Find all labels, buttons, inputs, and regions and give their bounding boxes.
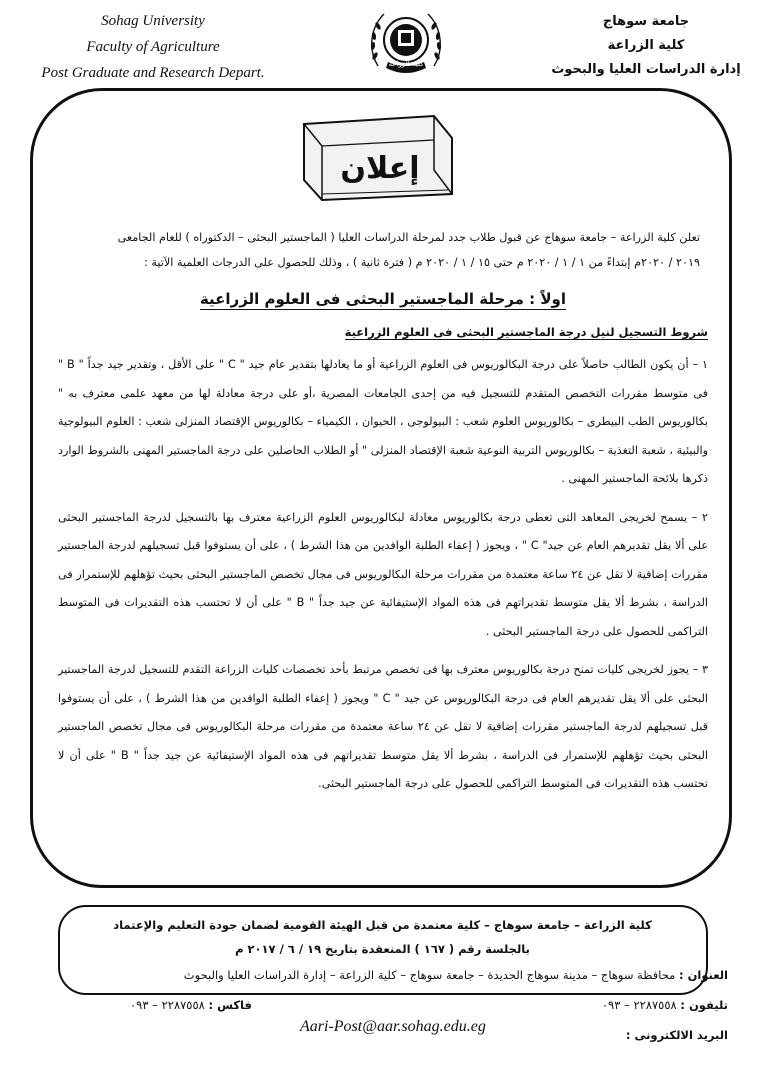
accreditation-line-2: بالجلسة رقم ( ١٦٧ ) المنعقدة بتاريخ ١٩ / ٦ / ٢٠١٧ م <box>235 942 530 956</box>
condition-paragraph-3: ٣ – يجوز لخريجى كليات تمنح درجة بكالوريوس معترف بها فى تخصص مرتبط بأحد تخصصات كليات الزراعة التقدم للتسجيل لدرجة الماجستير البحثى على ألا يقل تقديرهم العام فى درجة البكالوريوس عن جيد " C " ويجوز ( إعفاء الطلبة الوافدين من هذا الشرط ) ، على أن يستوفوا قبل تسجيلهم لدرجة الماجستير مقررات إضافية لا تقل عن ٢٤ ساعة معتمدة من مقررات مرحلة البكالوريوس فى مجال تخصص الماجستير البحثى بحيث تؤهلهم للإستمرار فى الدراسة ، بشرط ألا يقل متوسط تقديراتهم فى هذه المواد الإستيفائية عن جيد جداً " B " على أن لا تحتسب هذه التقديرات فى المتوسط التراكمى للحصول على درجة الماجستير البحثى. <box>58 663 709 790</box>
fax-row <box>130 998 252 1012</box>
english-header <box>28 8 278 86</box>
address-label: العنوان : <box>678 968 728 982</box>
faculty-name: Faculty of Agriculture <box>86 39 220 55</box>
section-title-text: اولاً : مرحلة الماجستير البحثى فى العلوم الزراعية <box>199 290 567 308</box>
intro-line-1: تعلن كلية الزراعة – جامعة سوهاج عن قبول طلاب جدد لمرحلة الدراسات العليا ( الماجستير البحثى – الدكتوراه ) للعام الجامعى <box>117 231 700 244</box>
intro <box>58 225 708 275</box>
condition-paragraph-2: ٢ – يسمح لخريجى المعاهد التى تعطى درجة بكالوريوس معادلة لبكالوريوس العلوم الزراعية معترف بها بالتسجيل لدرجة الماجستير البحثى على ألا يقل تقديرهم العام عن جيد" C " ، ويجوز ( إعفاء الطلبة الوافدين من هذا الشرط ) ، على أن يستوفوا قبل تسجيلهم لدرجة الماجستير مقررات إضافية لا تقل عن ٢٤ ساعة معتمدة من مقررات مرحلة البكالوريوس فى مجال تخصص الماجستير البحثى بحيث تؤهلهم للإستمرار فى الدراسة ، بشرط ألا يقل متوسط تقديراتهم فى هذه المواد الإستيفائية عن جيد جداً " B " على أن لا تحتسب هذه التقديرات فى المتوسط التراكمى للحصول على درجة الماجستير البحثى . <box>58 510 708 638</box>
university-name-ar: جامعة سوهاج <box>602 14 690 29</box>
arabic-header <box>546 10 746 82</box>
fax-label: فاكس : <box>208 998 252 1012</box>
phone-row <box>602 998 728 1012</box>
address-row <box>184 968 728 982</box>
intro-line-2: ٢٠١٩ / ٢٠٢٠م إبتداءً من ١ / ١ / ٢٠٢٠ م حتى ١٥ / ١ / ٢٠٢٠ م ( فترة ثانية ) ، وذلك للحصول على الدرجات العلمية الآتية : <box>144 256 700 269</box>
section-title <box>58 287 708 312</box>
conditions-heading <box>58 320 708 345</box>
email-label: البريد الالكترونى : <box>625 1028 728 1042</box>
address-value: محافظة سوهاج – مدينة سوهاج الجديدة – جامعة سوهاج – كلية الزراعة – إدارة الدراسات العليا والبحوث <box>183 968 676 982</box>
announcement-body <box>58 225 708 809</box>
fax-value: ٢٢٨٧٥٥٨ – ٠٩٣ <box>130 998 205 1012</box>
faculty-name-ar: كلية الزراعة <box>607 38 685 53</box>
phone-value: ٢٢٨٧٥٥٨ – ٠٩٣ <box>601 998 677 1012</box>
conditions-heading-text: شروط التسجيل لنيل درجة الماجستير البحثى فى العلوم الزراعية <box>344 325 708 339</box>
accreditation-text <box>60 913 705 961</box>
email-value[interactable]: Aari-Post@aar.sohag.edu.eg <box>300 1018 486 1035</box>
banner-title: إعلان <box>340 151 420 186</box>
announcement-banner <box>298 110 458 202</box>
accreditation-line-1: كلية الزراعة – جامعة سوهاج – كلية معتمدة من قبل الهيئة القومية لضمان جودة التعليم والإعتماد <box>113 918 652 932</box>
department-name-ar: إدارة الدراسات العليا والبحوث <box>551 62 741 77</box>
condition-paragraph-1: ١ – أن يكون الطالب حاصلاً على درجة البكالوريوس فى العلوم الزراعية أو ما يعادلها بتقدير عام جيد " C " على الأقل ، وتقدير جيد جداً " B " فى متوسط مقررات التخصص المتقدم للتسجيل فيه من إحدى الجامعات المصرية ،أو على درجة معادلة لها من معهد علمى معترف به " بكالوريوس الطب البيطرى – بكالوريوس العلوم شعب : البيولوجى ، الحيوان ، الكيمياء – بكالوريوس الإقتصاد المنزلى شعب : العلوم البيولوجية والبيئية ، شعبة التغذية – بكالوريوس التربية النوعية شعبة الإقتصاد المنزلى " أو الطلاب الحاصلين على درجة الماجستير المهنى بالشروط الوارد ذكرها بلائحة الماجستير المهنى . <box>58 358 708 485</box>
logo-caption: كلية الزراعة <box>388 60 424 68</box>
university-name: Sohag University <box>101 13 205 29</box>
email-row <box>626 1028 728 1042</box>
department-name: Post Graduate and Research Depart. <box>41 65 265 81</box>
university-logo <box>364 4 448 84</box>
phone-label: تليفون : <box>680 998 728 1012</box>
